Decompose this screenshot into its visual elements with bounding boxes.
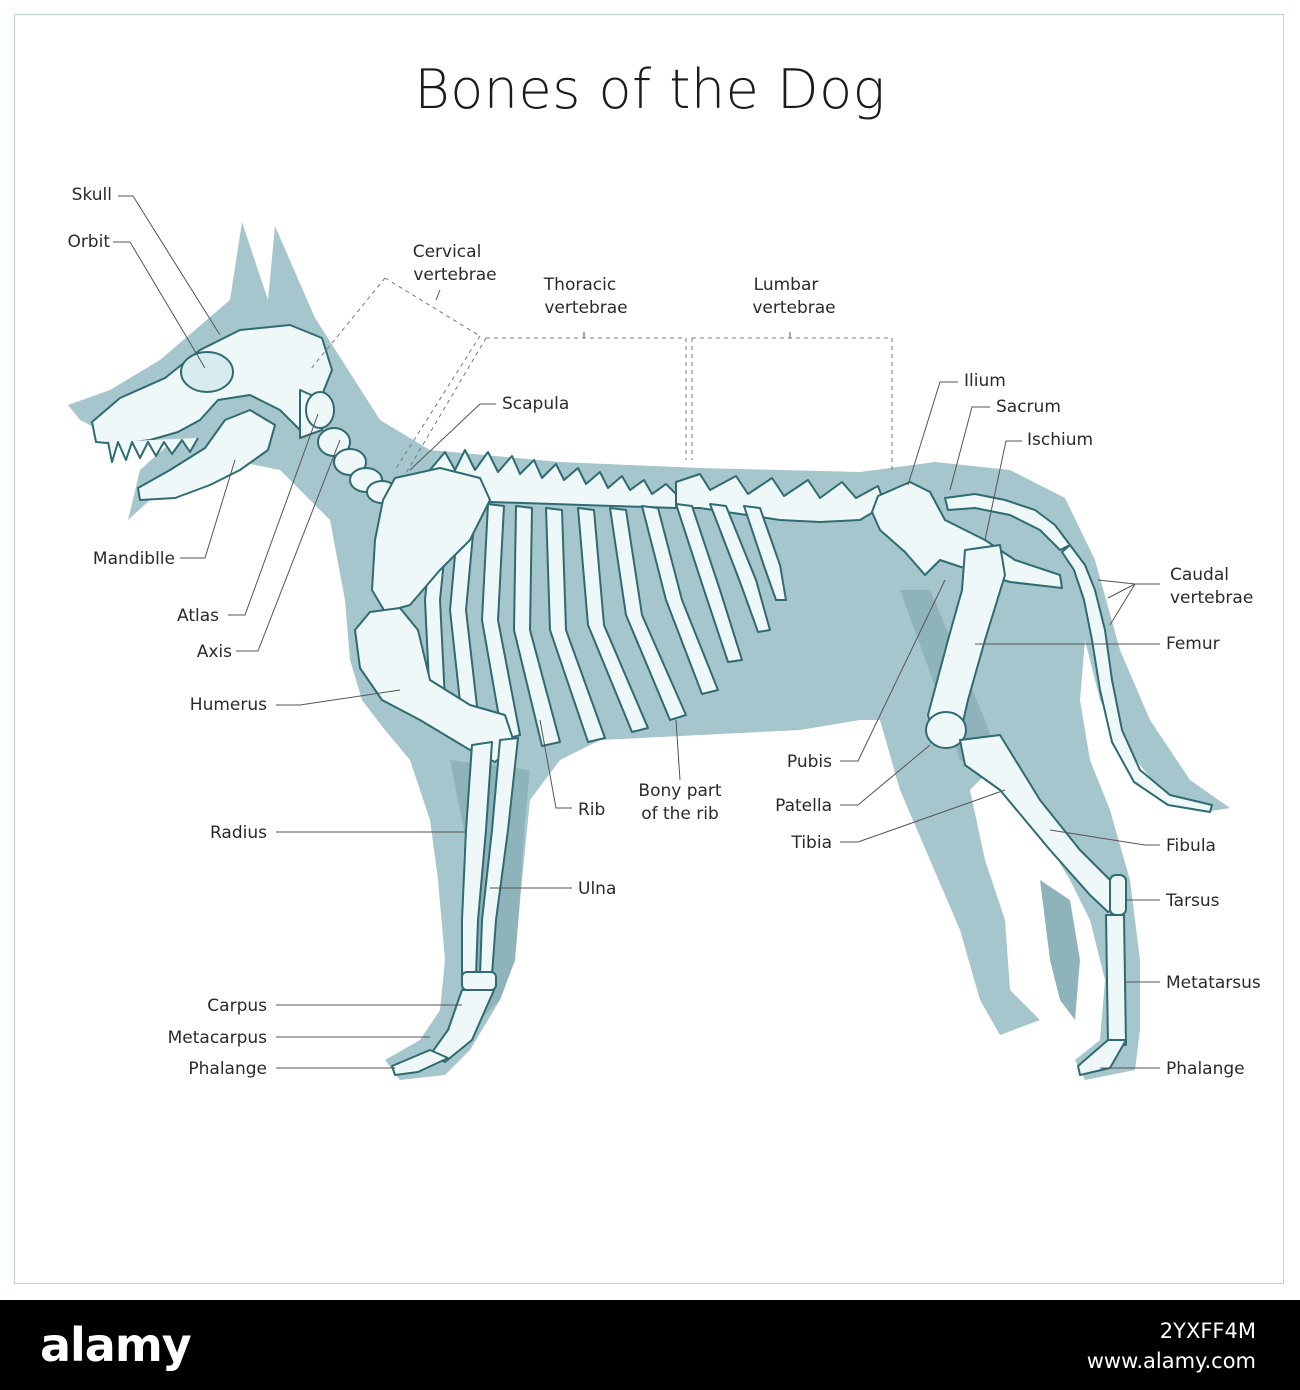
label-femur: Femur [1166, 634, 1220, 654]
orbit-bone [181, 352, 233, 392]
label-bony-rib-1: Bony part [638, 781, 722, 801]
label-pubis: Pubis [786, 752, 832, 772]
label-phalange-front: Phalange [188, 1059, 267, 1079]
label-rib: Rib [578, 800, 606, 820]
label-cervical-1: Cervical [412, 242, 482, 262]
site-url: www.alamy.com [1086, 1349, 1256, 1373]
label-thoracic-1: Thoracic [543, 275, 617, 295]
label-caudal-2: vertebrae [1170, 588, 1254, 608]
page-title: Bones of the Dog [414, 58, 886, 121]
label-metacarpus: Metacarpus [167, 1028, 267, 1048]
label-mandible: Mandiblle [92, 549, 175, 569]
alamy-logo: alamy [40, 1318, 191, 1372]
label-radius: Radius [209, 823, 267, 843]
label-patella: Patella [775, 796, 832, 816]
label-ischium: Ischium [1027, 430, 1094, 450]
label-carpus: Carpus [207, 996, 267, 1016]
label-ilium: Ilium [964, 371, 1006, 391]
label-lumbar-2: vertebrae [752, 298, 836, 318]
label-lumbar-1: Lumbar [753, 275, 819, 295]
label-metatarsus: Metatarsus [1166, 973, 1261, 993]
label-cervical-2: vertebrae [413, 265, 497, 285]
label-phalange-hind: Phalange [1166, 1059, 1245, 1079]
label-orbit: Orbit [67, 232, 110, 252]
label-scapula: Scapula [502, 394, 570, 414]
metatarsus-bone [1106, 915, 1126, 1045]
tarsus-bone [1110, 875, 1126, 915]
label-skull: Skull [71, 185, 112, 205]
label-ulna: Ulna [578, 879, 617, 899]
label-caudal-1: Caudal [1170, 565, 1229, 585]
label-tibia: Tibia [791, 833, 832, 853]
label-bony-rib-2: of the rib [641, 804, 719, 824]
label-axis: Axis [196, 642, 232, 662]
footer-image-info [1087, 1316, 1256, 1376]
label-humerus: Humerus [189, 695, 267, 715]
label-sacrum: Sacrum [996, 397, 1061, 417]
label-thoracic-2: vertebrae [544, 298, 628, 318]
label-atlas: Atlas [177, 606, 219, 626]
label-fibula: Fibula [1166, 836, 1216, 856]
image-id: 2YXFF4M [1159, 1319, 1256, 1343]
label-tarsus: Tarsus [1166, 891, 1220, 911]
